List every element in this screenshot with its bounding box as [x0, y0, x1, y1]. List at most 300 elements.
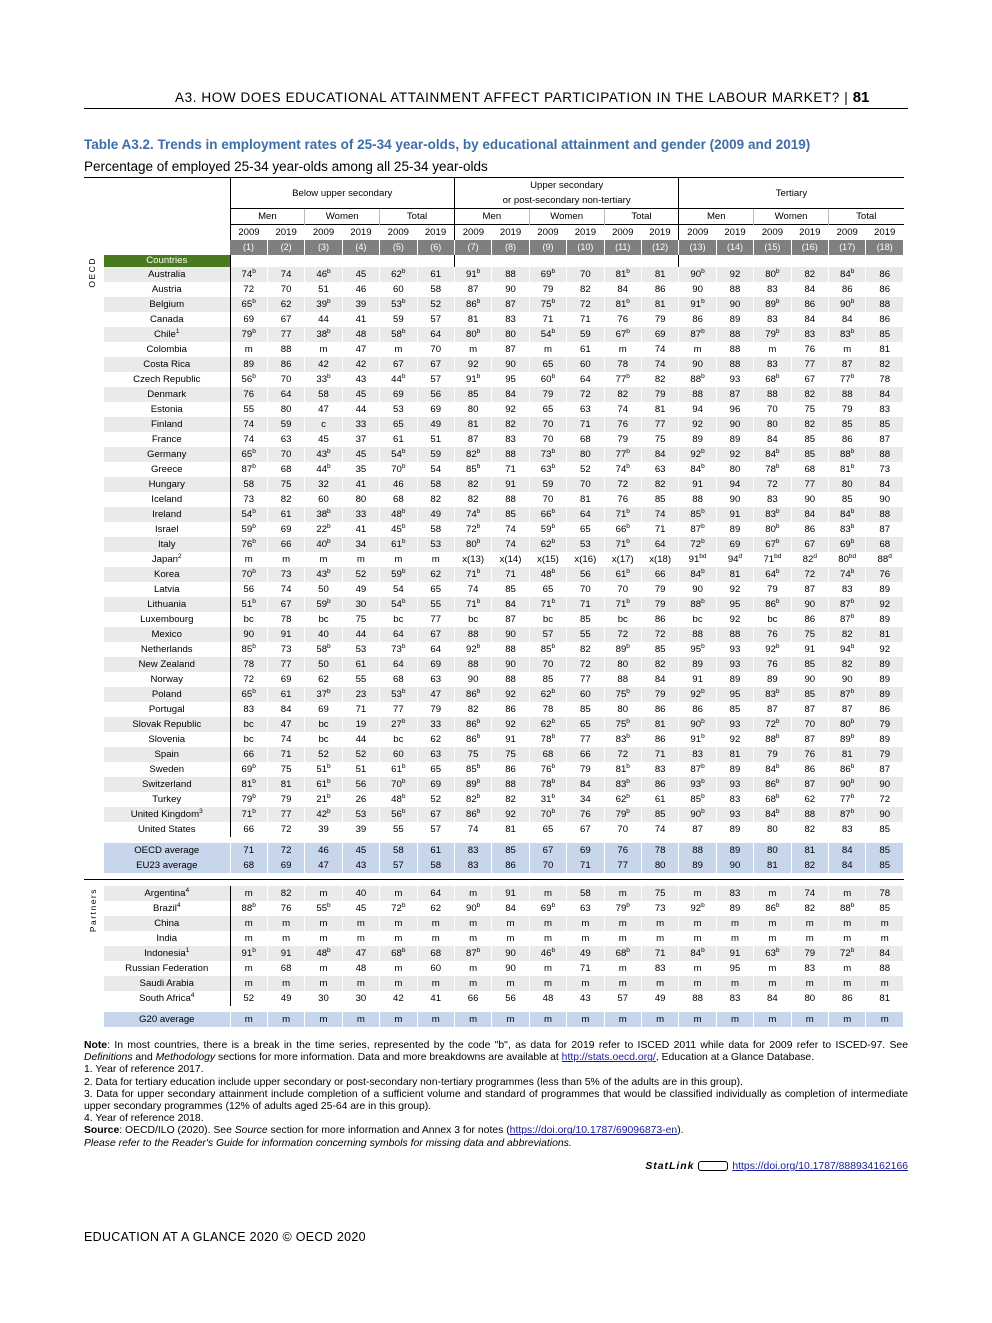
- cell-value: 60: [580, 359, 591, 370]
- table-cell: [417, 357, 454, 372]
- table-cell: [791, 507, 828, 522]
- cell-value: 88: [879, 449, 891, 460]
- cell-value: 85: [729, 704, 741, 715]
- table-cell: [791, 402, 828, 417]
- cell-value: 90: [465, 903, 477, 914]
- source-word: Source: [234, 1125, 268, 1137]
- cell-value: 88: [692, 629, 703, 640]
- table-cell: [791, 717, 828, 732]
- table-cell: [679, 807, 716, 822]
- table-cell: [230, 747, 267, 762]
- cell-value: 69: [729, 539, 741, 550]
- table-cell: [417, 402, 454, 417]
- cell-flag: b: [626, 762, 630, 770]
- cell-value: 65: [542, 584, 554, 595]
- table-cell: [305, 357, 342, 372]
- cell-value: 19: [355, 719, 367, 730]
- cell-value: 68: [765, 374, 776, 385]
- header-year: 2009: [679, 225, 716, 241]
- table-cell: [716, 567, 753, 582]
- table-cell: [791, 297, 828, 312]
- cell-flag: b: [850, 297, 855, 305]
- table-cell: [454, 627, 491, 642]
- cell-value: 72: [690, 539, 702, 550]
- table-cell: [866, 462, 904, 477]
- table-cell: [716, 747, 753, 762]
- table-cell: [305, 916, 342, 931]
- table-cell: [829, 312, 866, 327]
- cell-value: m: [581, 1014, 590, 1025]
- cell-value: 87: [804, 779, 816, 790]
- cell-value: 86: [505, 704, 516, 715]
- cell-flag: b: [701, 297, 705, 305]
- table-cell: [342, 792, 379, 807]
- cell-flag: b: [401, 267, 406, 275]
- cell-value: 84: [841, 860, 853, 871]
- table-cell: [604, 732, 641, 747]
- cell-value: 57: [542, 629, 554, 640]
- table-cell: [829, 357, 866, 372]
- table-cell: [454, 916, 491, 931]
- cell-value: 44: [355, 404, 367, 415]
- cell-value: 80: [767, 824, 778, 835]
- cell-value: 45: [318, 434, 329, 445]
- cell-flag: b: [775, 717, 780, 725]
- table-row: [84, 432, 904, 447]
- cell-value: m: [469, 963, 478, 974]
- cell-value: 80: [467, 404, 479, 415]
- cell-flag: b: [476, 792, 481, 800]
- table-cell: [342, 507, 379, 522]
- data-table: [84, 178, 904, 1027]
- cell-value: 56: [243, 584, 255, 595]
- cell-flag: b: [476, 777, 481, 785]
- table-cell: [866, 777, 904, 792]
- table-cell: [567, 537, 604, 552]
- table-cell: [791, 762, 828, 777]
- cell-value: 80: [767, 845, 778, 856]
- cell-value: 88: [505, 494, 516, 505]
- country-name: Chile: [154, 329, 176, 340]
- cell-value: 85: [580, 614, 591, 625]
- cell-value: 83: [804, 963, 816, 974]
- cell-value: 57: [430, 374, 442, 385]
- cell-value: 58: [316, 644, 328, 655]
- table-cell: [754, 567, 791, 582]
- cell-value: 46: [392, 479, 404, 490]
- cell-value: 72: [580, 299, 591, 310]
- cell-value: 85: [465, 464, 477, 475]
- cell-value: 65: [430, 764, 442, 775]
- table-cell: [866, 792, 904, 807]
- cell-value: 92: [690, 903, 702, 914]
- blank-cell: [791, 255, 828, 267]
- table-cell: [866, 342, 904, 357]
- cell-value: 91: [729, 948, 741, 959]
- cell-value: 47: [280, 719, 292, 730]
- cell-value: 81: [280, 779, 292, 790]
- cell-value: 86: [879, 269, 891, 280]
- table-cell: [230, 432, 267, 447]
- cell-value: 91: [465, 269, 477, 280]
- cell-value: 48: [355, 963, 367, 974]
- cell-flag: b: [551, 507, 556, 515]
- table-cell: [716, 672, 753, 687]
- cell-flag: b: [401, 946, 406, 954]
- cell-flag: b: [850, 792, 855, 800]
- table-cell: [791, 327, 828, 342]
- cell-value: 89: [767, 674, 778, 685]
- stats-oecd-link[interactable]: http://stats.oecd.org/: [561, 1052, 656, 1064]
- table-cell: [791, 357, 828, 372]
- table-cell: [866, 717, 904, 732]
- table-cell: [492, 807, 529, 822]
- table-cell: [492, 447, 529, 462]
- row-label: [104, 597, 230, 612]
- cell-value: 72: [243, 674, 255, 685]
- table-cell: [567, 387, 604, 402]
- table-cell: [866, 901, 904, 916]
- table-cell: [866, 582, 904, 597]
- cell-value: 52: [580, 464, 591, 475]
- cell-value: 84: [767, 434, 778, 445]
- cell-flag: b: [775, 807, 780, 815]
- table-cell: [679, 462, 716, 477]
- table-cell: [342, 961, 379, 976]
- cell-value: 70: [280, 449, 292, 460]
- cell-value: 85: [540, 644, 552, 655]
- table-cell: [641, 946, 678, 961]
- cell-value: 59: [241, 524, 253, 535]
- cell-value: 86: [841, 284, 853, 295]
- table-cell: [641, 267, 678, 282]
- blank-cell: [529, 255, 566, 267]
- table-cell: [492, 327, 529, 342]
- cell-value: 78: [879, 374, 891, 385]
- table-cell: [417, 717, 454, 732]
- cell-flag: b: [401, 762, 406, 770]
- cell-value: m: [768, 888, 777, 899]
- cell-value: 76: [804, 749, 816, 760]
- table-cell: [679, 597, 716, 612]
- cell-value: 76: [767, 629, 778, 640]
- blank-cell: [641, 255, 678, 267]
- cell-value: 84: [879, 389, 891, 400]
- cell-value: 73: [391, 644, 402, 655]
- table-cell: [829, 372, 866, 387]
- table-cell: [454, 522, 491, 537]
- cell-value: 92: [879, 644, 891, 655]
- cell-value: 48: [540, 569, 552, 580]
- country-name: Japan: [151, 554, 178, 565]
- cell-value: 37: [355, 434, 367, 445]
- table-cell: [604, 792, 641, 807]
- row-label: [104, 961, 230, 976]
- cell-value: 52: [243, 993, 255, 1004]
- row-label: [104, 1012, 230, 1027]
- cell-value: 69: [280, 674, 292, 685]
- cell-value: 79: [841, 404, 853, 415]
- table-cell: [492, 777, 529, 792]
- table-cell: [305, 492, 342, 507]
- cell-value: 70: [542, 659, 554, 670]
- table-cell: [230, 687, 267, 702]
- table-cell: [454, 327, 491, 342]
- cell-value: 82: [280, 888, 292, 899]
- cell-value: 49: [430, 509, 442, 520]
- table-cell: [754, 552, 791, 567]
- table-cell: [529, 946, 566, 961]
- blank-cell: [492, 255, 529, 267]
- table-cell: [230, 916, 267, 931]
- cell-value: m: [693, 888, 702, 899]
- table-cell: [567, 901, 604, 916]
- table-cell: [492, 991, 529, 1006]
- table-cell: [716, 282, 753, 297]
- table-cell: [342, 642, 379, 657]
- cell-flag: b: [252, 297, 256, 305]
- table-cell: [492, 612, 529, 627]
- table-row: [84, 297, 904, 312]
- table-cell: [492, 901, 529, 916]
- cell-value: 77: [617, 860, 629, 871]
- table-cell: [492, 492, 529, 507]
- cell-value: 77: [804, 359, 816, 370]
- table-cell: [791, 432, 828, 447]
- table-cell: [267, 552, 304, 567]
- cell-flag: b: [626, 507, 630, 515]
- table-cell: [829, 342, 866, 357]
- table-cell: [567, 432, 604, 447]
- table-cell: [230, 282, 267, 297]
- cell-value: m: [618, 978, 627, 989]
- cell-value: m: [768, 978, 777, 989]
- statlink-url[interactable]: https://doi.org/10.1787/888934162166: [732, 1161, 908, 1172]
- country-name: Lithuania: [147, 599, 187, 610]
- table-row: [84, 387, 904, 402]
- country-name: Israel: [155, 524, 179, 535]
- cell-value: 79: [654, 584, 666, 595]
- header-column-number: (6): [417, 240, 454, 255]
- cell-flag: b: [775, 462, 780, 470]
- table-cell: [716, 537, 753, 552]
- cell-value: 61: [316, 779, 328, 790]
- table-cell: [604, 522, 641, 537]
- table-cell: [342, 282, 379, 297]
- table-row: [84, 822, 904, 837]
- table-cell: [791, 417, 828, 432]
- table-cell: [829, 537, 866, 552]
- cell-value: 83: [729, 993, 741, 1004]
- cell-value: 81: [879, 629, 891, 640]
- cell-value: 87: [840, 809, 851, 820]
- table-cell: [829, 402, 866, 417]
- table-cell: [679, 627, 716, 642]
- table-row: [84, 777, 904, 792]
- source-doi-link[interactable]: https://doi.org/10.1787/69096873-en: [509, 1125, 678, 1137]
- table-cell: [342, 387, 379, 402]
- table-cell: [380, 886, 417, 901]
- table-cell: [230, 822, 267, 837]
- table-cell: [305, 931, 342, 946]
- cell-value: 69: [430, 779, 442, 790]
- table-cell: [380, 976, 417, 991]
- table-cell: [305, 687, 342, 702]
- table-cell: [679, 687, 716, 702]
- cell-value: 65: [542, 404, 554, 415]
- cell-value: 70: [804, 719, 816, 730]
- cell-value: 52: [355, 569, 367, 580]
- cell-value: m: [469, 888, 478, 899]
- cell-value: 85: [879, 419, 891, 430]
- table-cell: [829, 297, 866, 312]
- table-cell: [567, 567, 604, 582]
- cell-value: 61: [615, 569, 627, 580]
- table-cell: [866, 507, 904, 522]
- cell-value: 67: [804, 374, 816, 385]
- cell-value: 45: [391, 524, 402, 535]
- table-cell: [230, 552, 267, 567]
- footnote-1: 1. Year of reference 2017.: [84, 1064, 204, 1076]
- cell-value: 72: [767, 479, 778, 490]
- cell-value: m: [244, 963, 253, 974]
- table-cell: [267, 792, 304, 807]
- table-cell: [791, 916, 828, 931]
- table-cell: [230, 807, 267, 822]
- table-cell: [754, 858, 791, 873]
- cell-value: m: [543, 1014, 552, 1025]
- cell-value: 92: [467, 359, 479, 370]
- table-cell: [230, 477, 267, 492]
- cell-value: 85: [465, 764, 477, 775]
- table-cell: [529, 717, 566, 732]
- cell-value: 88: [879, 963, 891, 974]
- country-name: Norway: [150, 674, 184, 685]
- table-cell: [866, 672, 904, 687]
- cell-value: 40: [316, 539, 328, 550]
- table-cell: [754, 612, 791, 627]
- table-cell: [754, 657, 791, 672]
- cell-value: 53: [391, 689, 402, 700]
- cell-value: 71: [465, 599, 477, 610]
- cell-value: 85: [654, 494, 666, 505]
- cell-flag: b: [327, 447, 331, 455]
- cell-value: 85: [690, 794, 702, 805]
- table-cell: [267, 931, 304, 946]
- cell-value: 91: [729, 509, 741, 520]
- table-cell: [604, 946, 641, 961]
- cell-flag: b: [252, 372, 256, 380]
- cell-value: 70: [580, 269, 591, 280]
- cell-flag: b: [327, 462, 331, 470]
- cell-value: 49: [355, 584, 367, 595]
- table-cell: [342, 582, 379, 597]
- cell-flag: b: [551, 567, 556, 575]
- cell-value: c: [321, 419, 326, 430]
- cell-value: 71: [355, 704, 367, 715]
- table-cell: [866, 732, 904, 747]
- partners-label: Partners: [88, 888, 98, 933]
- cell-value: 88: [729, 329, 741, 340]
- cell-flag: b: [551, 267, 556, 275]
- cell-flag: b: [626, 732, 630, 740]
- cell-flag: b: [327, 642, 331, 650]
- table-cell: [417, 946, 454, 961]
- cell-value: 77: [804, 479, 816, 490]
- cell-value: 88: [767, 389, 778, 400]
- cell-flag: b: [626, 372, 630, 380]
- cell-value: 86: [654, 704, 666, 715]
- table-cell: [754, 792, 791, 807]
- cell-value: 65: [241, 689, 253, 700]
- table-cell: [791, 886, 828, 901]
- table-cell: [604, 312, 641, 327]
- cell-flag: b: [327, 507, 331, 515]
- cell-value: 86: [692, 704, 703, 715]
- table-cell: [679, 582, 716, 597]
- table-cell: [267, 886, 304, 901]
- table-cell: [230, 267, 267, 282]
- cell-value: m: [356, 978, 365, 989]
- table-cell: [305, 417, 342, 432]
- table-cell: [380, 843, 417, 858]
- country-name: Latvia: [153, 584, 180, 595]
- page-footer: EDUCATION AT A GLANCE 2020 © OECD 2020: [84, 1230, 366, 1244]
- cell-value: 88: [692, 845, 703, 856]
- table-cell: [829, 687, 866, 702]
- table-cell: [679, 931, 716, 946]
- cell-value: 88: [879, 299, 891, 310]
- cell-value: 86: [804, 614, 816, 625]
- country-name: United Kingdom: [130, 809, 200, 820]
- table-cell: [454, 976, 491, 991]
- cell-value: m: [730, 918, 739, 929]
- table-cell: [679, 946, 716, 961]
- table-cell: [454, 931, 491, 946]
- table-cell: [716, 931, 753, 946]
- cell-flag: b: [252, 507, 256, 515]
- table-cell: [267, 1012, 304, 1027]
- cell-flag: d: [738, 552, 743, 560]
- cell-value: 82: [467, 479, 479, 490]
- table-cell: [716, 447, 753, 462]
- table-cell: [380, 901, 417, 916]
- cell-value: 43: [580, 993, 591, 1004]
- table-cell: [679, 777, 716, 792]
- table-cell: [230, 961, 267, 976]
- cell-value: 58: [430, 479, 442, 490]
- cell-value: 82: [465, 449, 477, 460]
- table-cell: [754, 507, 791, 522]
- cell-value: 61: [391, 764, 402, 775]
- table-cell: [791, 372, 828, 387]
- row-label: [104, 672, 230, 687]
- cell-flag: b: [850, 642, 855, 650]
- table-cell: [679, 858, 716, 873]
- g20-average-row: [84, 1012, 904, 1027]
- table-cell: [454, 991, 491, 1006]
- cell-value: m: [319, 554, 328, 565]
- cell-value: bc: [243, 614, 254, 625]
- cell-value: 77: [392, 704, 404, 715]
- cell-value: 83: [840, 524, 851, 535]
- table-cell: [529, 843, 566, 858]
- cell-value: 76: [879, 569, 891, 580]
- cell-value: 21: [316, 794, 328, 805]
- cell-value: 60: [580, 689, 591, 700]
- table-cell: [866, 567, 904, 582]
- table-cell: [417, 991, 454, 1006]
